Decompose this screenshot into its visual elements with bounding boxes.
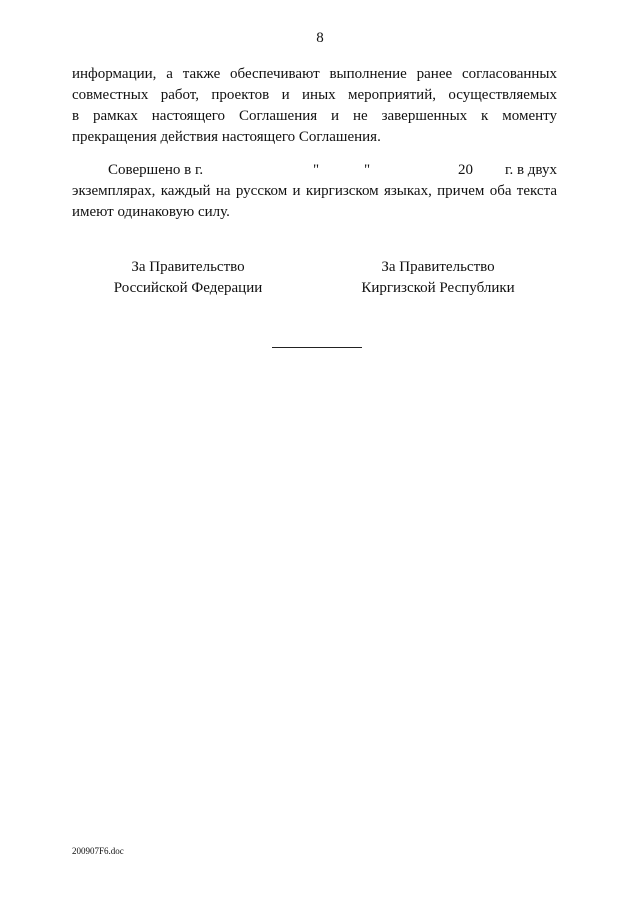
page-number: 8: [316, 30, 324, 46]
date-quote-close: ": [364, 162, 371, 178]
done-at-city-label: Совершено в г.: [108, 162, 204, 178]
signature-kyrgyzstan: [318, 257, 558, 299]
signature-line2: Киргизской Республики: [361, 280, 515, 296]
year-prefix: 20: [458, 162, 473, 178]
copies-label: г. в двух: [505, 162, 557, 178]
end-rule: [272, 347, 362, 348]
paragraph-line: экземплярах, каждый на русском и киргизском языках, причем оба текста: [72, 183, 557, 199]
paragraph-line: имеют одинаковую силу.: [72, 204, 230, 220]
signature-line1: За Правительство: [131, 259, 245, 275]
paragraph-line: прекращения действия настоящего Соглашения.: [72, 129, 381, 145]
signature-russia: [68, 257, 308, 299]
done-at-first-line: [72, 160, 557, 181]
signature-line2: Российской Федерации: [113, 280, 263, 296]
signature-line1: За Правительство: [381, 259, 495, 275]
date-quote-open: ": [313, 162, 320, 178]
paragraph-line: в рамках настоящего Соглашения и не завершенных к моменту: [72, 108, 557, 124]
footer-doc-code: 200907F6.doc: [72, 846, 124, 856]
paragraph-continuation: [72, 64, 557, 148]
paragraph-done-at: [72, 160, 557, 223]
paragraph-line: совместных работ, проектов и иных мероприятий, осуществляемых: [72, 87, 557, 103]
paragraph-line: информации, а также обеспечивают выполнение ранее согласованных: [72, 66, 557, 82]
